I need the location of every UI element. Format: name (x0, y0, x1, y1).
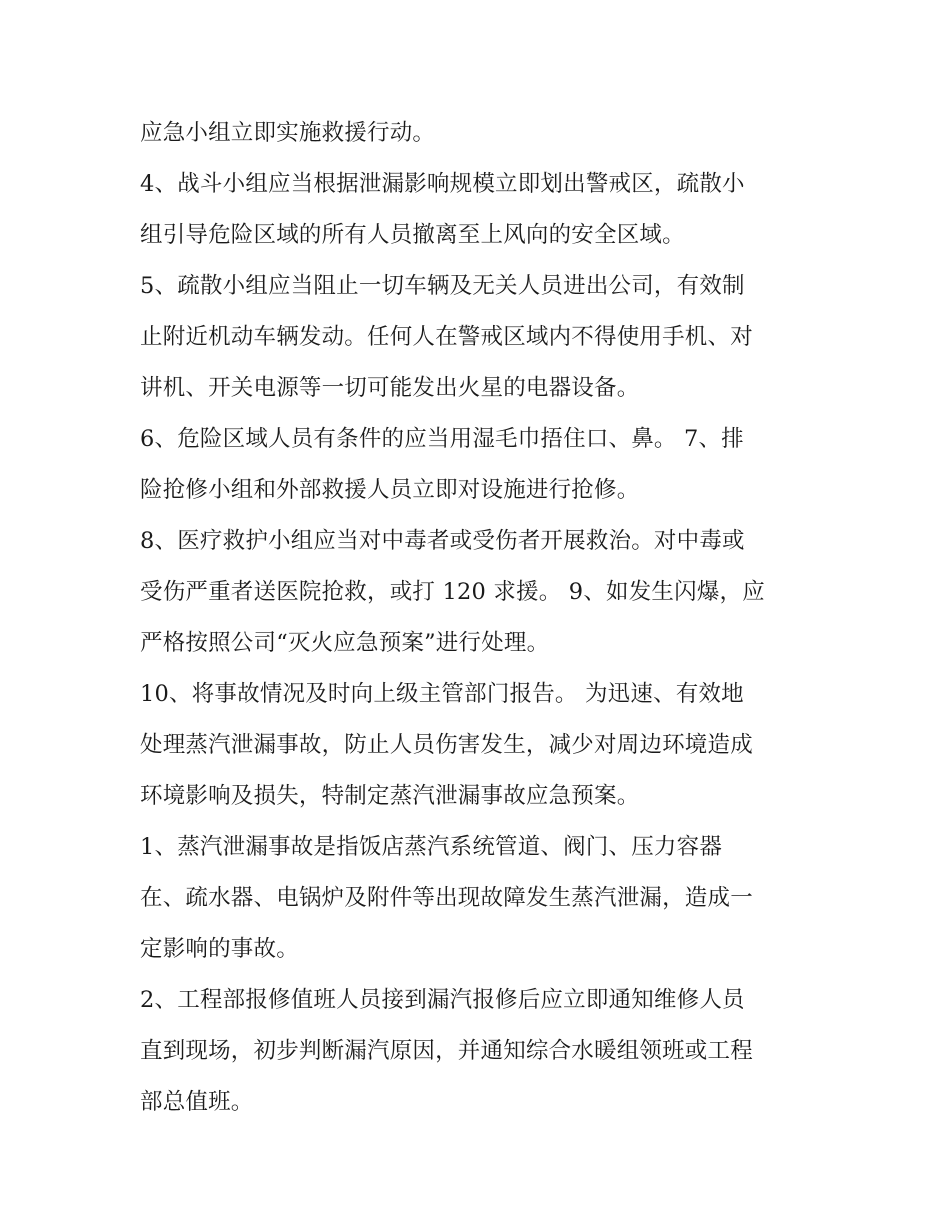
text-line: 组引导危险区域的所有人员撤离至上风向的安全区域。 (140, 222, 685, 248)
text-line: 止附近机动车辆发动。任何人在警戒区域内不得使用手机、对 (140, 324, 753, 350)
text-line: 8、医疗救护小组应当对中毒者或受伤者开展救治。对中毒或 (140, 528, 745, 554)
text-line: 严格按照公司“灭火应急预案”进行处理。 (140, 630, 550, 656)
text-line: 1、蒸汽泄漏事故是指饭店蒸汽系统管道、阀门、压力容器 (140, 834, 723, 860)
text-line: 2、工程部报修值班人员接到漏汽报修后应立即通知维修人员 (140, 987, 745, 1013)
text-line: 在、疏水器、电锅炉及附件等出现故障发生蒸汽泄漏，造成一 (140, 885, 753, 911)
text-line: 处理蒸汽泄漏事故，防止人员伤害发生，减少对周边环境造成 (140, 732, 753, 758)
text-line: 受伤严重者送医院抢救，或打 120 求援。 9、如发生闪爆，应 (140, 579, 765, 605)
text-line: 10、将事故情况及时向上级主管部门报告。 为迅速、有效地 (140, 681, 744, 707)
text-line: 6、危险区域人员有条件的应当用湿毛巾捂住口、鼻。 7、排 (140, 426, 744, 452)
text-line: 应急小组立即实施救援行动。 (140, 120, 436, 146)
text-line: 定影响的事故。 (140, 936, 299, 962)
text-line: 5、疏散小组应当阻止一切车辆及无关人员进出公司，有效制 (140, 273, 745, 299)
document-body (140, 108, 820, 1128)
text-line: 4、战斗小组应当根据泄漏影响规模立即划出警戒区，疏散小 (140, 171, 745, 197)
text-line: 环境影响及损失，特制定蒸汽泄漏事故应急预案。 (140, 783, 640, 809)
text-line: 直到现场，初步判断漏汽原因，并通知综合水暖组领班或工程 (140, 1038, 753, 1064)
text-line: 险抢修小组和外部救援人员立即对设施进行抢修。 (140, 477, 640, 503)
text-line: 讲机、开关电源等一切可能发出火星的电器设备。 (140, 375, 640, 401)
text-line: 部总值班。 (140, 1089, 254, 1115)
